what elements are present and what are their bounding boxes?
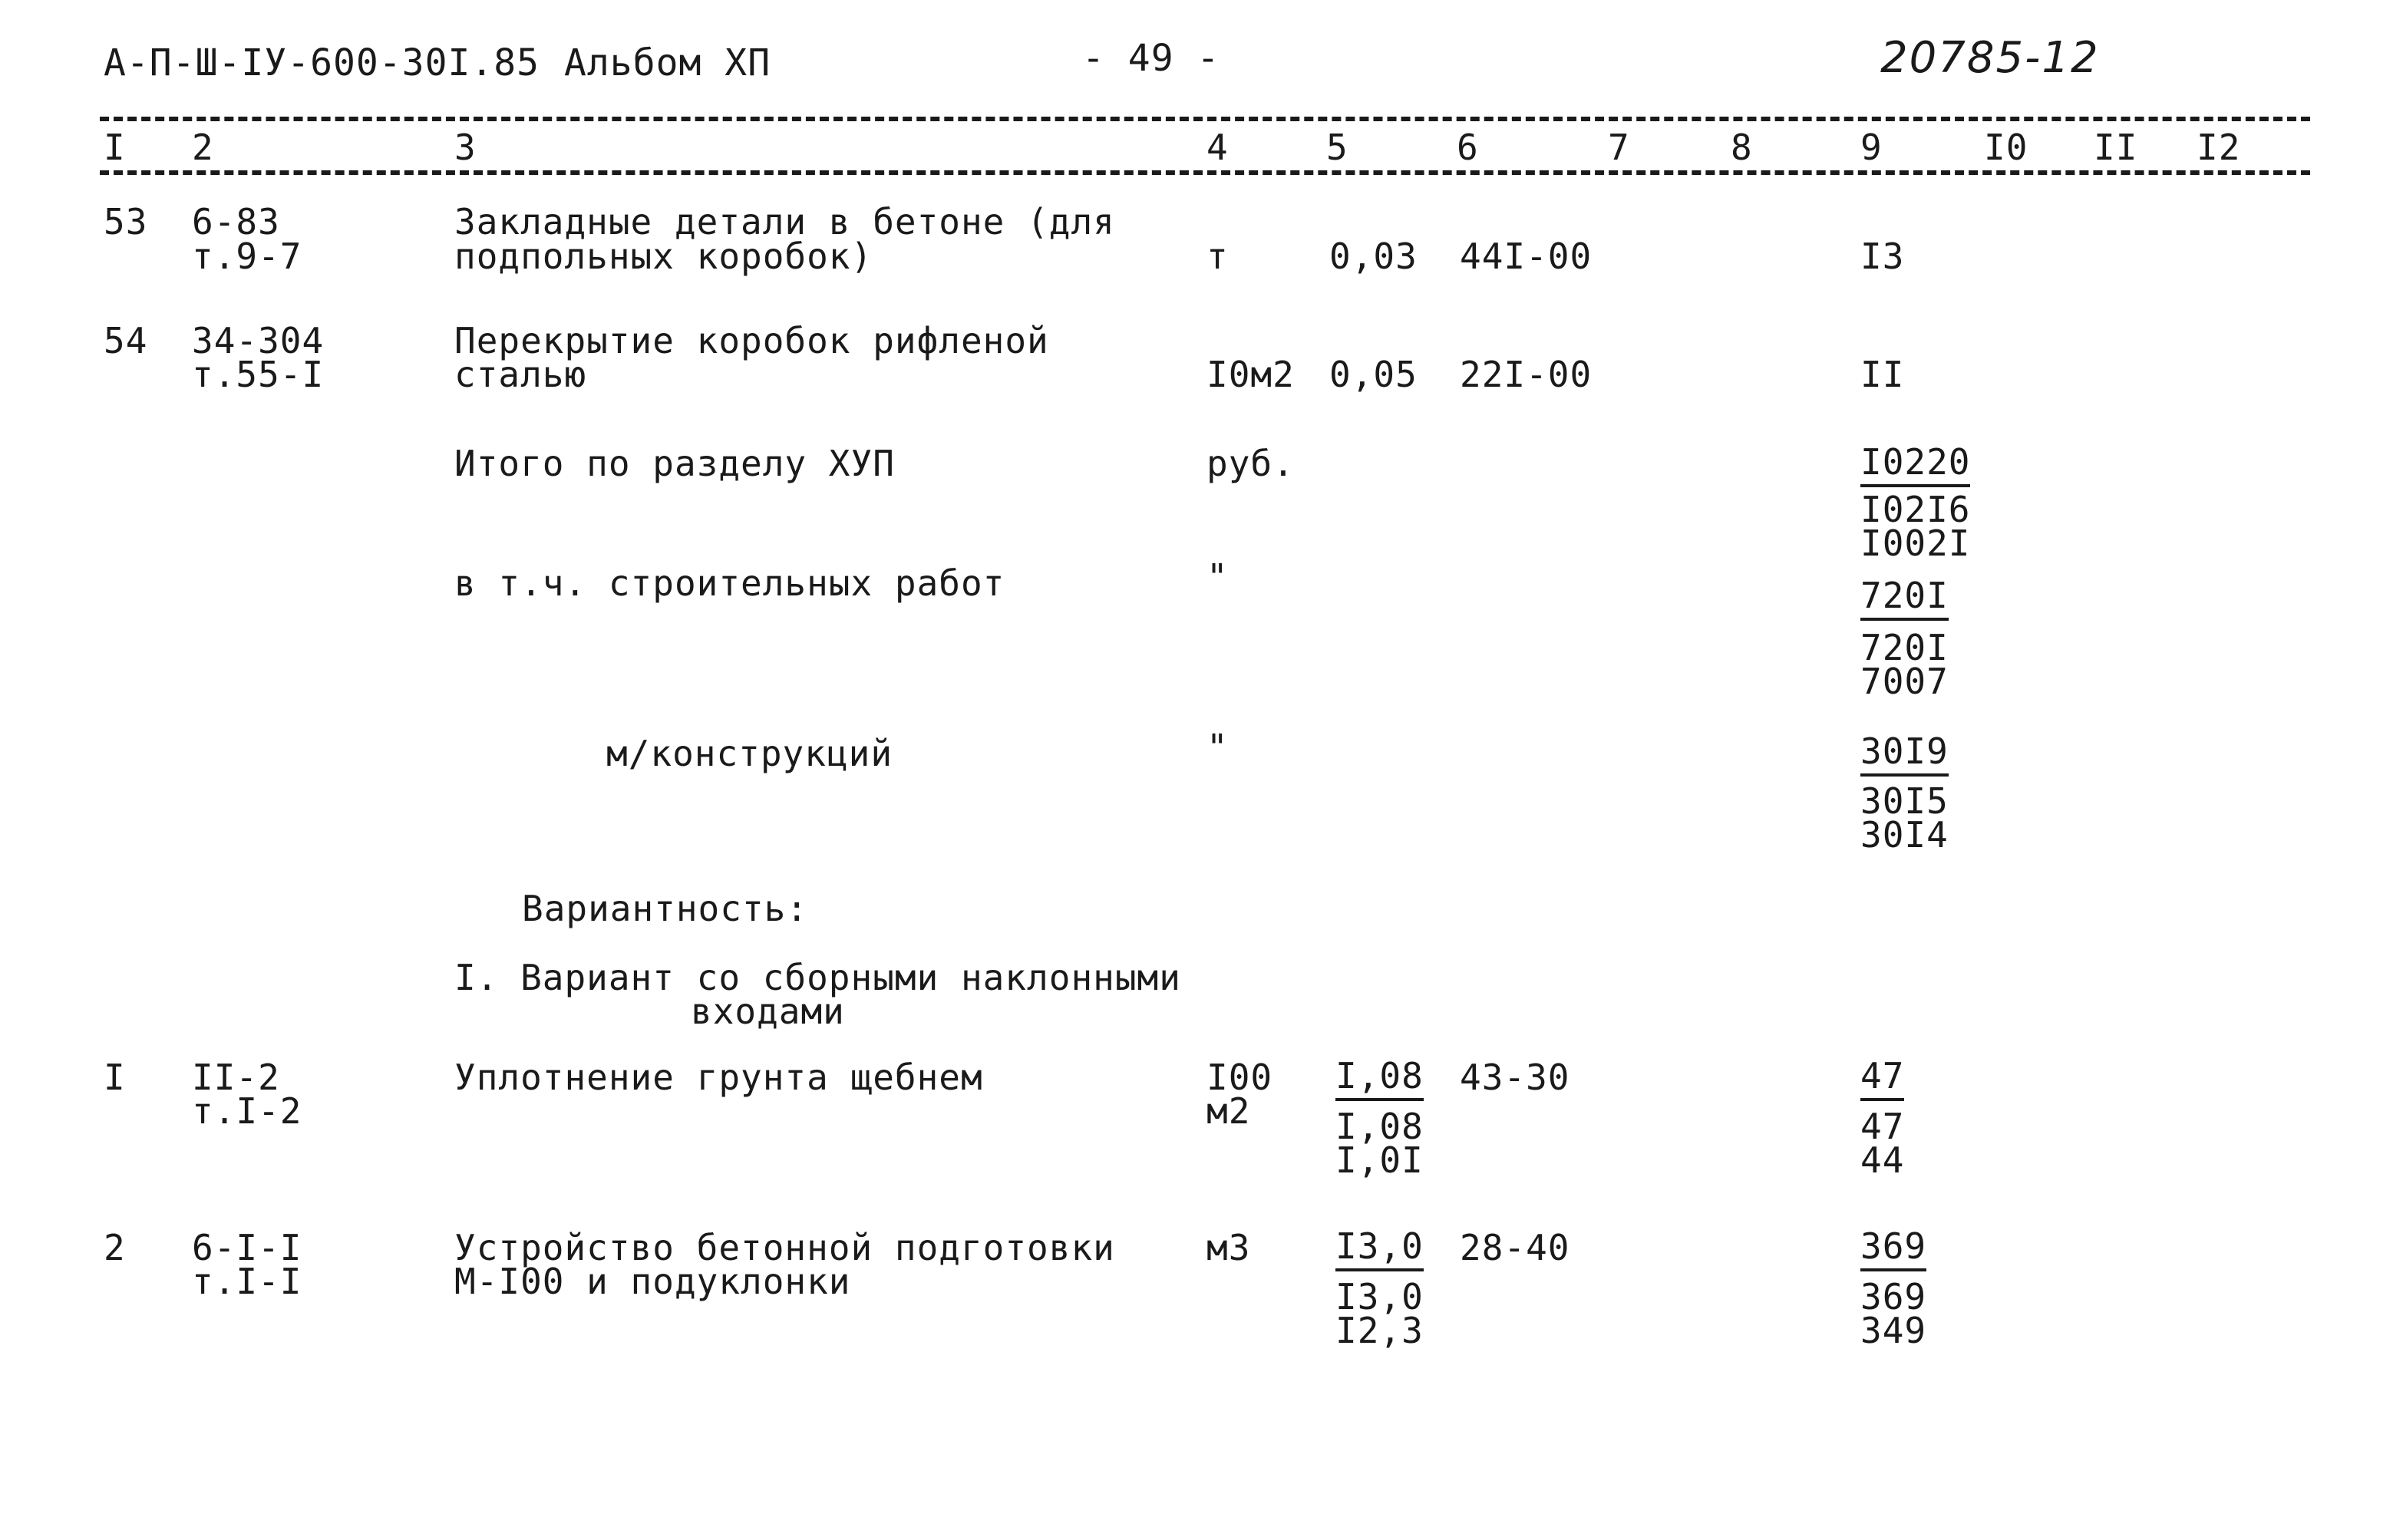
work-name: Уплотнение грунта щебнем [454, 1057, 983, 1098]
work-name-cont: сталью [454, 354, 587, 395]
col-header-3: 3 [454, 127, 477, 168]
norm-code: II-2 [192, 1057, 280, 1098]
sheet-code: 20785-12 [1880, 33, 2100, 83]
mconstr-value-3: 30I4 [1860, 814, 1949, 856]
work-name-cont: М-I00 и подуклонки [454, 1261, 851, 1302]
total-cost-2: 369 [1860, 1276, 1927, 1317]
col-header-7: 7 [1608, 127, 1630, 168]
row-number: 2 [104, 1227, 126, 1268]
unit: I0м2 [1206, 354, 1295, 395]
norm-table: т.9-7 [192, 236, 302, 277]
unit: м3 [1206, 1227, 1251, 1268]
col-header-10: I0 [1984, 127, 2028, 168]
construction-value-2: 720I [1860, 627, 1949, 668]
work-name: Устройство бетонной подготовки [454, 1227, 1115, 1268]
construction-value-main [1860, 577, 1949, 614]
col-header-5: 5 [1326, 127, 1348, 168]
header-rule-top [100, 117, 2310, 121]
construction-value-1: 720I [1860, 575, 1949, 621]
col-header-1: I [104, 127, 126, 168]
work-name: Перекрытие коробок рифленой [454, 320, 1049, 361]
work-name: Закладные детали в бетоне (для [454, 201, 1115, 242]
col-header-4: 4 [1206, 127, 1229, 168]
col-header-9: 9 [1860, 127, 1883, 168]
work-name-cont: подпольных коробок) [454, 236, 873, 277]
unit-price: 44I-00 [1460, 236, 1593, 277]
row-number: 54 [104, 320, 148, 361]
page-number: - 49 - [1082, 37, 1220, 80]
col-header-6: 6 [1457, 127, 1479, 168]
quantity-main [1335, 1225, 1424, 1267]
header-rule-bottom [100, 170, 2310, 175]
row-number: I [104, 1057, 126, 1098]
construction-unit: " [1206, 556, 1229, 598]
quantity-2: I,08 [1335, 1106, 1424, 1147]
total-cost-1: 47 [1860, 1055, 1904, 1101]
summary-value-3: I002I [1860, 523, 1971, 564]
col-header-2: 2 [192, 127, 214, 168]
unit-price: 28-40 [1460, 1227, 1570, 1268]
total-cost-2: 47 [1860, 1106, 1905, 1147]
quantity-2: I3,0 [1335, 1276, 1424, 1317]
mconstr-unit: " [1206, 727, 1229, 768]
norm-code: 34-304 [192, 320, 325, 361]
norm-table: т.I-I [192, 1261, 302, 1302]
norm-code: 6-83 [192, 201, 280, 242]
variants-title: Вариантность: [522, 888, 809, 929]
total-cost-main [1860, 1225, 1927, 1267]
unit: I00 [1206, 1057, 1273, 1098]
quantity-3: I2,3 [1335, 1310, 1424, 1351]
variant-1-title-cont: входами [691, 991, 845, 1032]
summary-value-main [1860, 441, 1971, 483]
total-cost: I3 [1860, 236, 1905, 277]
norm-table: т.I-2 [192, 1090, 302, 1132]
unit-cont: м2 [1206, 1090, 1251, 1132]
album-label: Альбом XП [564, 41, 771, 84]
unit: т [1206, 236, 1229, 277]
quantity-3: I,0I [1335, 1139, 1424, 1181]
summary-label: Итого по разделу XУП [454, 443, 895, 484]
summary-value-2: I02I6 [1860, 489, 1971, 530]
mconstr-label: м/конструкций [606, 733, 893, 774]
quantity: 0,05 [1329, 354, 1418, 395]
summary-unit: руб. [1206, 443, 1295, 484]
total-cost-3: 44 [1860, 1139, 1905, 1181]
quantity: 0,03 [1329, 236, 1418, 277]
mconstr-value-1: 30I9 [1860, 730, 1949, 777]
summary-value-1: I0220 [1860, 441, 1970, 487]
norm-code: 6-I-I [192, 1227, 302, 1268]
norm-table: т.55-I [192, 354, 325, 395]
row-number: 53 [104, 201, 148, 242]
total-cost: II [1860, 354, 1905, 395]
col-header-11: II [2094, 127, 2138, 168]
total-cost-3: 349 [1860, 1310, 1927, 1351]
quantity-1: I3,0 [1335, 1225, 1424, 1271]
col-header-8: 8 [1731, 127, 1753, 168]
construction-value-3: 7007 [1860, 661, 1949, 702]
document-code: А-П-Ш-IУ-600-30I.85 [104, 41, 540, 84]
construction-label: в т.ч. строительных работ [454, 562, 1005, 604]
total-cost-main [1860, 1057, 1904, 1094]
quantity-1: I,08 [1335, 1055, 1424, 1101]
mconstr-value-main [1860, 730, 1949, 772]
mconstr-value-2: 30I5 [1860, 780, 1949, 822]
col-header-12: I2 [2197, 127, 2241, 168]
total-cost-1: 369 [1860, 1225, 1926, 1271]
variant-1-title: I. Вариант со сборными наклонными [454, 957, 1181, 998]
quantity-main [1335, 1057, 1424, 1094]
unit-price: 43-30 [1460, 1057, 1570, 1098]
unit-price: 22I-00 [1460, 354, 1593, 395]
